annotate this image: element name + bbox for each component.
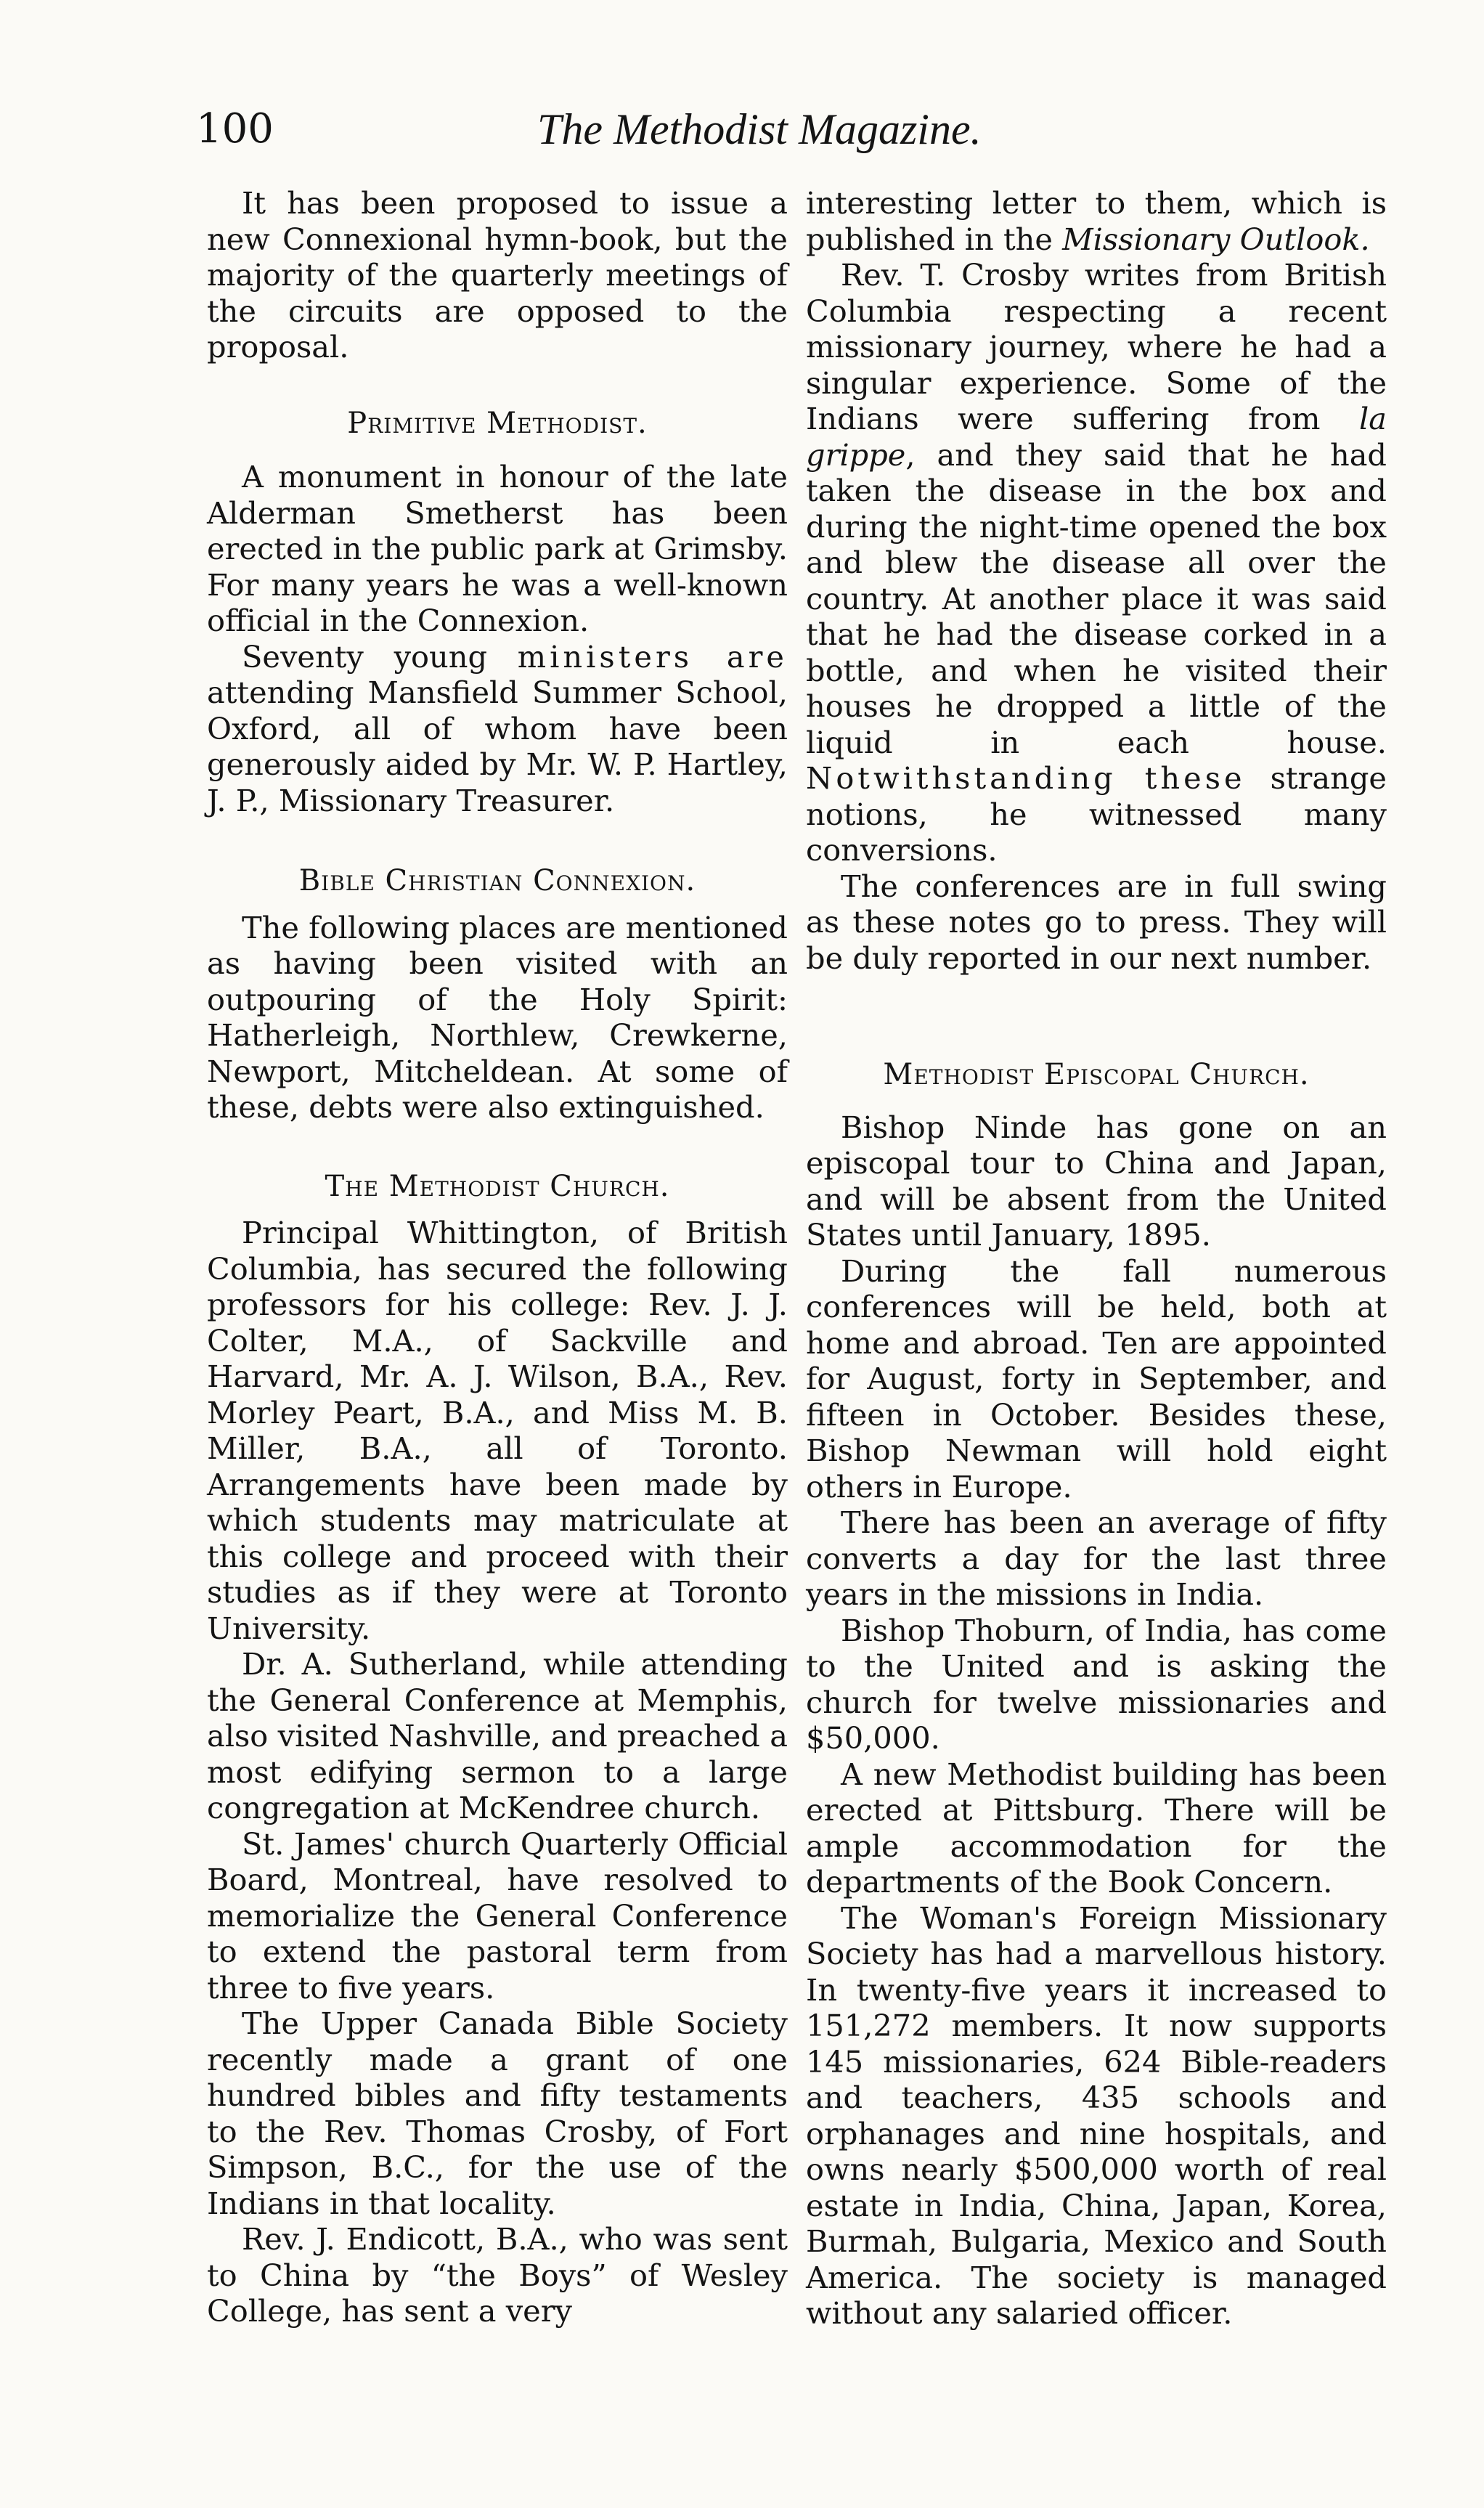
paragraph-outpouring: The following places are mentioned as having been visited with an outpouring of the Holy Spirit: Hatherleigh, Northlew, Crewkerne, Newport, Mitcheldean. At some of these, debts were also extinguished. — [207, 909, 788, 1125]
paragraph-monument: A monument in honour of the late Alderman Smetherst has been erected in the public park at Grimsby. For many years he was a well-known official in the Connexion. — [207, 459, 788, 638]
right-column — [806, 185, 1387, 2332]
letterspaced-text: Notwithstanding these — [806, 760, 1246, 796]
paragraph-st-james: St. James' church Quarterly Official Board, Montreal, have resolved to memorialize the General Conference to extend the pastoral term from three to five years. — [207, 1825, 788, 2006]
text-segment: strange notions, he witnessed many conversions. — [806, 760, 1387, 868]
paragraph-conferences: The conferences are in full swing as these notes go to press. They will be duly reported in our next number. — [806, 868, 1387, 976]
paragraph-pittsburg: A new Methodist building has been erected at Pittsburg. There will be ample accommodation for the departments of the Book Concern. — [806, 1756, 1387, 1900]
paragraph-bible-society: The Upper Canada Bible Society recently made a grant of one hundred bibles and fifty testaments to the Rev. Thomas Crosby, of Fort Simpson, B.C., for the use of the Indians in that locality. — [207, 2006, 788, 2221]
paragraph-fall-conferences: During the fall numerous conferences will be held, both at home and abroad. Ten are appointed for August, forty in September, and fifteen in October. Besides these, Bishop Newman will hold eight others in Europe. — [806, 1253, 1387, 1505]
page-number: 100 — [196, 105, 274, 152]
paragraph-sutherland: Dr. A. Sutherland, while attending the General Conference at Memphis, also visited Nashville, and preached a most edifying sermon to a large congregation at McKendree church. — [207, 1646, 788, 1825]
paragraph-crosby — [806, 257, 1387, 868]
paragraph-bishop-ninde: Bishop Ninde has gone on an episcopal tour to China and Japan, and will be absent from the United States until January, 1895. — [806, 1109, 1387, 1253]
letterspaced-text: ministers are — [517, 638, 788, 675]
paragraph-bishop-thoburn: Bishop Thoburn, of India, has come to the United and is asking the church for twelve missionaries and $50,000. — [806, 1612, 1387, 1756]
heading-primitive-methodist: Primitive Methodist. — [347, 406, 648, 440]
paragraph-endicott-continued — [806, 185, 1387, 257]
paragraph-hymn-book: It has been proposed to issue a new Connexional hymn-book, but the majority of the quarterly meetings of the circuits are opposed to the proposal. — [207, 185, 788, 365]
paragraph-womans-society: The Woman's Foreign Missionary Society has had a marvellous history. In twenty-five years it increased to 151,272 members. It now supports 145 missionaries, 624 Bible-readers and teachers, 435 schools and orphanages and nine hospitals, and owns nearly $500,000 worth of real estate in India, China, Japan, Korea, Burmah, Bulgaria, Mexico and South America. The society is managed without any salaried officer. — [806, 1900, 1387, 2331]
running-title: The Methodist Magazine. — [537, 105, 982, 153]
page-header — [196, 100, 1387, 158]
text-segment: , and they said that he had taken the disease in the box and during the night-time opened the box and blew the disease all over the country. At another place it was said that he had the disease corked in a bottle, and when he visited their houses he dropped a little of the liquid in each house. — [806, 436, 1387, 760]
paragraph-summer-school — [207, 639, 788, 819]
heading-bible-christian-connexion: Bible Christian Connexion. — [298, 864, 696, 897]
text-segment: Seventy young — [242, 638, 518, 675]
paragraph-endicott: Rev. J. Endicott, B.A., who was sent to China by “the Boys” of Wesley College, has sent a very — [207, 2221, 788, 2329]
heading-methodist-church: The Methodist Church. — [325, 1169, 670, 1203]
paragraph-whittington: Principal Whittington, of British Columbia, has secured the following professors for his college: Rev. J. J. Colter, M.A., of Sackville and Harvard, Mr. A. J. Wilson, B.A., Rev. Morley Peart, B.A., and Miss M. B. Miller, B.A., all of Toronto. Arrangements have been made by which students may matriculate at this college and proceed with their studies as if they were at Toronto University. — [207, 1215, 788, 1646]
paragraph-converts: There has been an average of fifty converts a day for the last three years in the missions in India. — [806, 1505, 1387, 1612]
text-segment: attending Mansfield Summer School, Oxford, all of whom have been generously aided by Mr. W. P. Hartley, J. P., Missionary Treasurer. — [207, 675, 788, 818]
text-segment: interesting letter to them, which is published in the — [806, 185, 1387, 257]
italic-text: la grippe — [806, 401, 1387, 473]
heading-methodist-episcopal-church: Methodist Episcopal Church. — [883, 1058, 1310, 1091]
left-column — [207, 185, 788, 2329]
italic-text: Missionary Outlook. — [1062, 221, 1370, 257]
text-segment: Rev. T. Crosby writes from British Columbia respecting a recent missionary journey, where he had a singular experience. Some of the Indians were suffering from — [806, 257, 1387, 436]
